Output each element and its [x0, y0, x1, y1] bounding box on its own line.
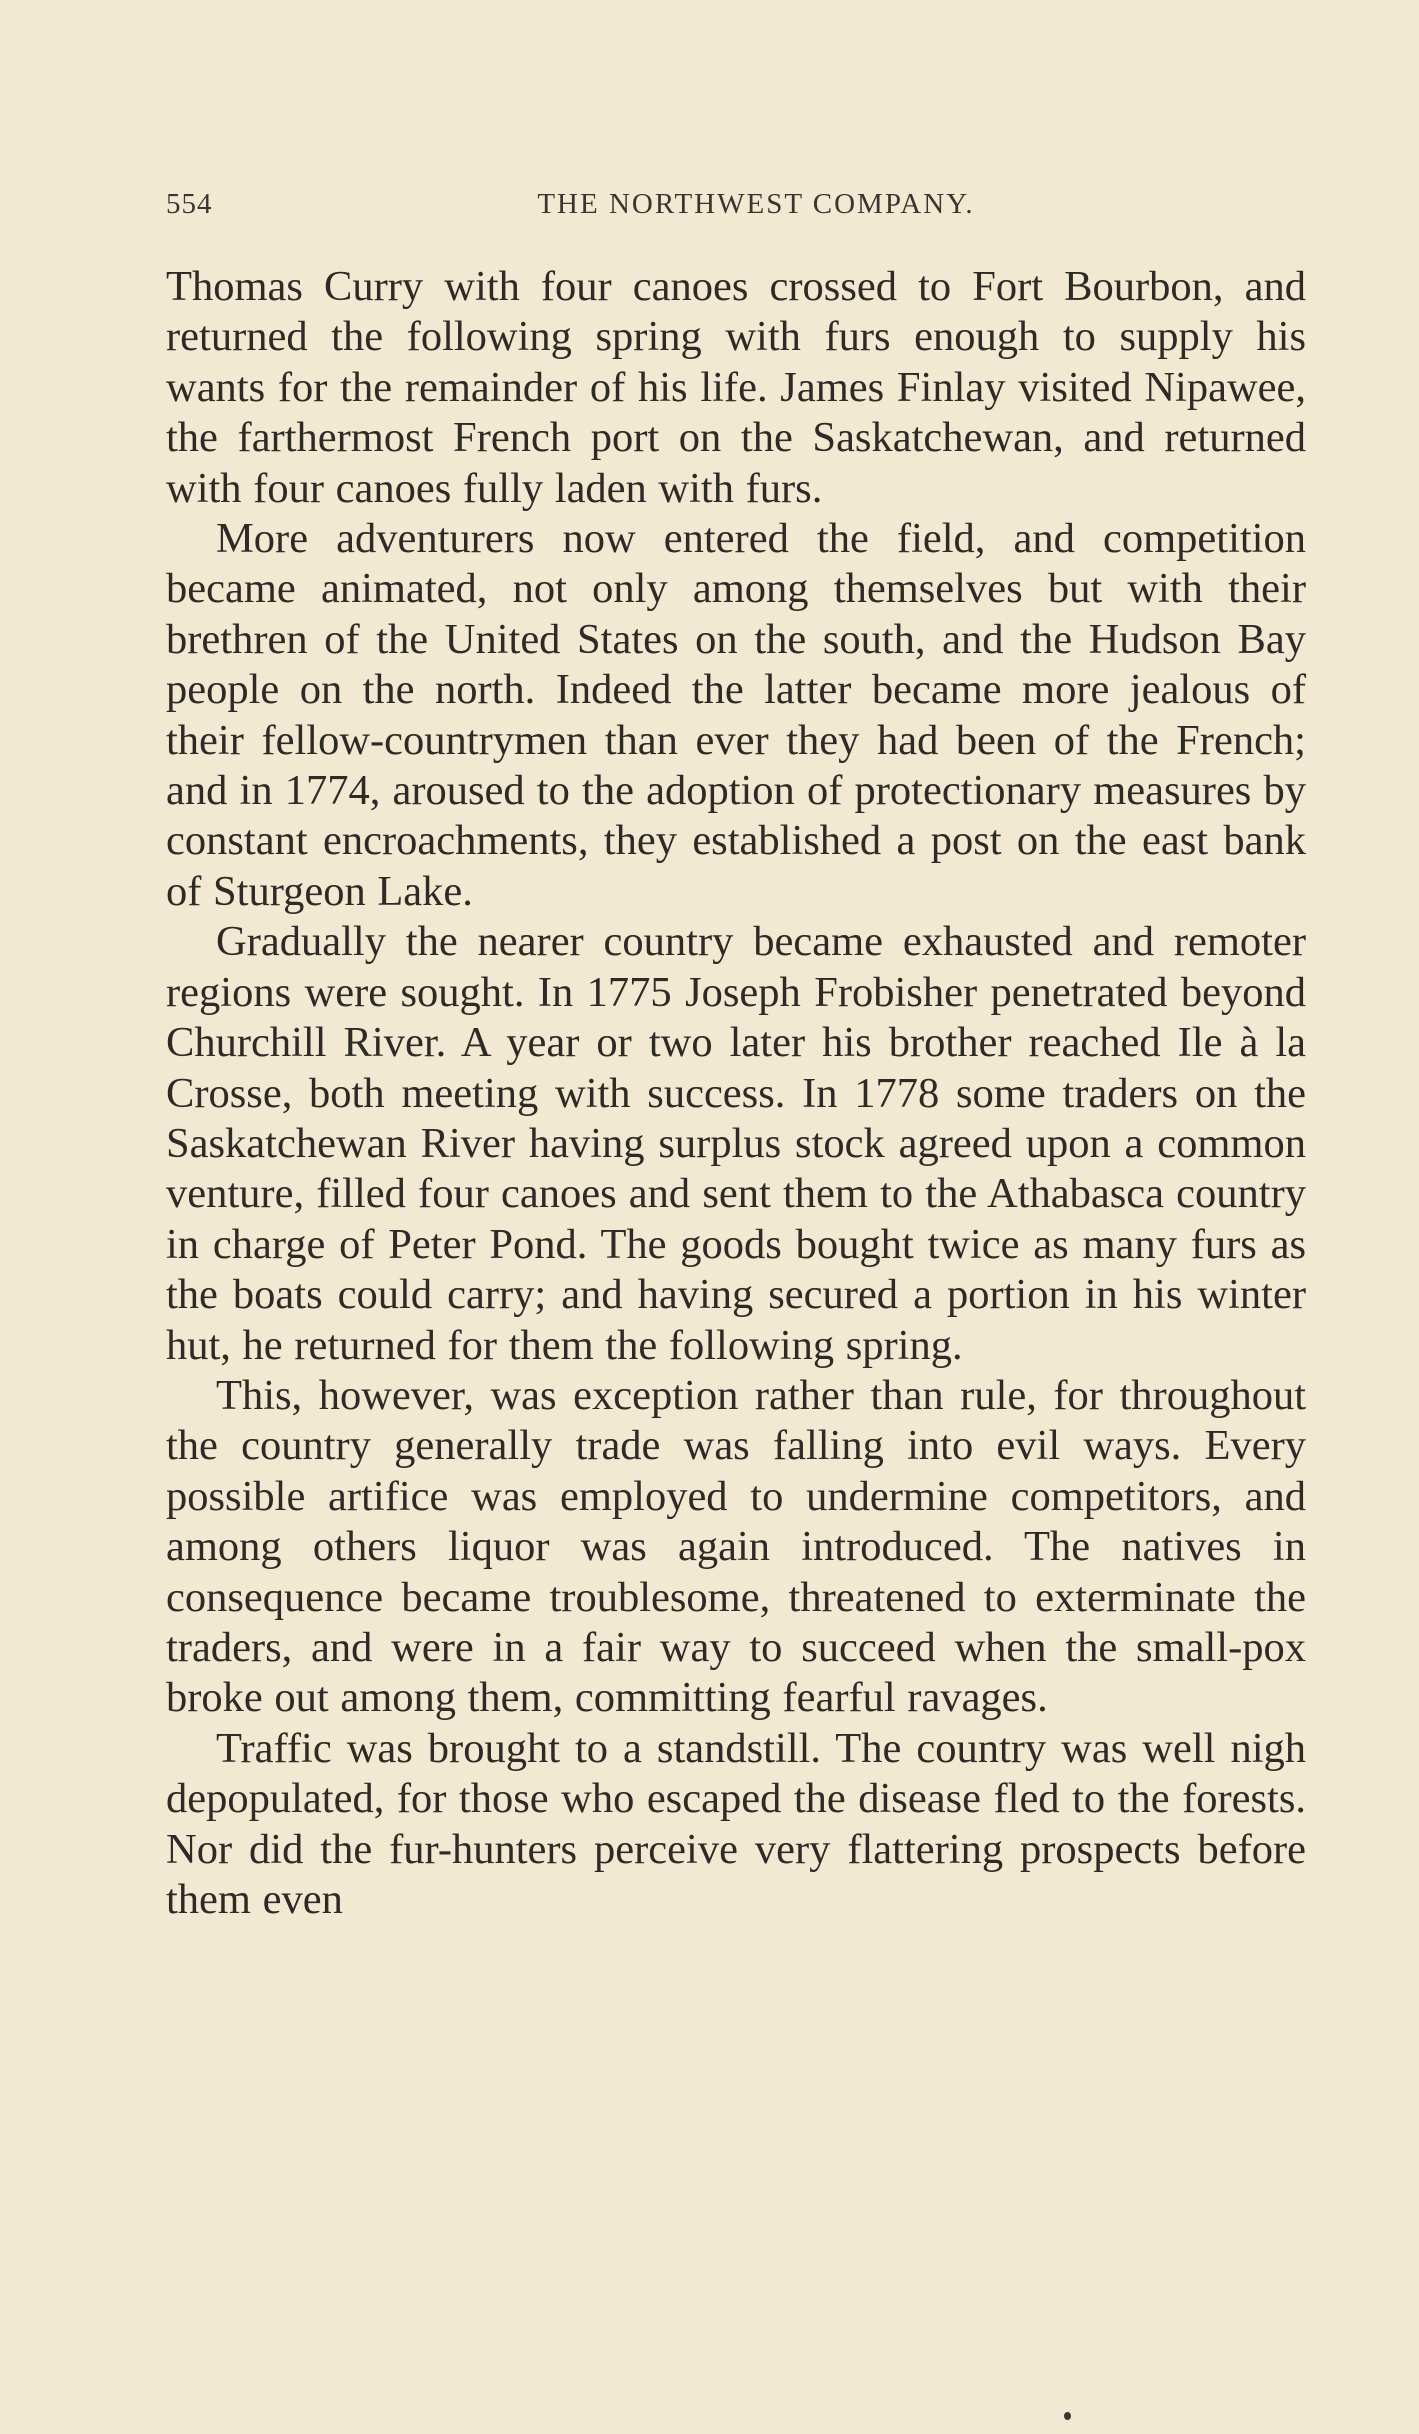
- page-header: [166, 188, 1306, 236]
- body-text: [166, 262, 1306, 1925]
- paragraph-3: Gradually the nearer country became exhausted and remoter regions were sought. In 1775 Joseph Frobisher penetrated beyond Churchill River. A year or two later his brother reached Ile à la Crosse, both meeting with success. In 1778 some traders on the Saskatchewan River having surplus stock agreed upon a common venture, filled four canoes and sent them to the Athabasca country in charge of Peter Pond. The goods bought twice as many furs as the boats could carry; and having secured a portion in his winter hut, he returned for them the following spring.: [166, 918, 1306, 1369]
- running-title: THE NORTHWEST COMPANY.: [537, 188, 975, 220]
- paragraph-2: More adventurers now entered the field, and competition became animated, not only among themselves but with their brethren of the United States on the south, and the Hudson Bay people on the north. Indeed the latter became more jealous of their fellow-countrymen than ever they had been of the French; and in 1774, aroused to the adoption of protectionary measures by constant encroachments, they established a post on the east bank of Sturgeon Lake.: [166, 515, 1306, 915]
- page-number: 554: [166, 188, 213, 220]
- paragraph-1: Thomas Curry with four canoes crossed to Fort Bourbon, and returned the following spring with furs enough to supply his wants for the remainder of his life. James Finlay visited Nipawee, the farthermost French port on the Saskatchewan, and returned with four canoes fully laden with furs.: [166, 263, 1306, 512]
- paragraph-5: Traffic was brought to a standstill. The country was well nigh depopulated, for those who escaped the disease fled to the forests. Nor did the fur-hunters perceive very flattering prospects before them even: [166, 1724, 1306, 1923]
- ink-speck: [1064, 2412, 1071, 2420]
- paragraph-4: This, however, was exception rather than rule, for throughout the country generally trade was falling into evil ways. Every possible artifice was employed to undermine competitors, and among others liquor was again introduced. The natives in consequence became troublesome, threatened to exterminate the traders, and were in a fair way to succeed when the small-pox broke out among them, committing fearful ravages.: [166, 1371, 1306, 1722]
